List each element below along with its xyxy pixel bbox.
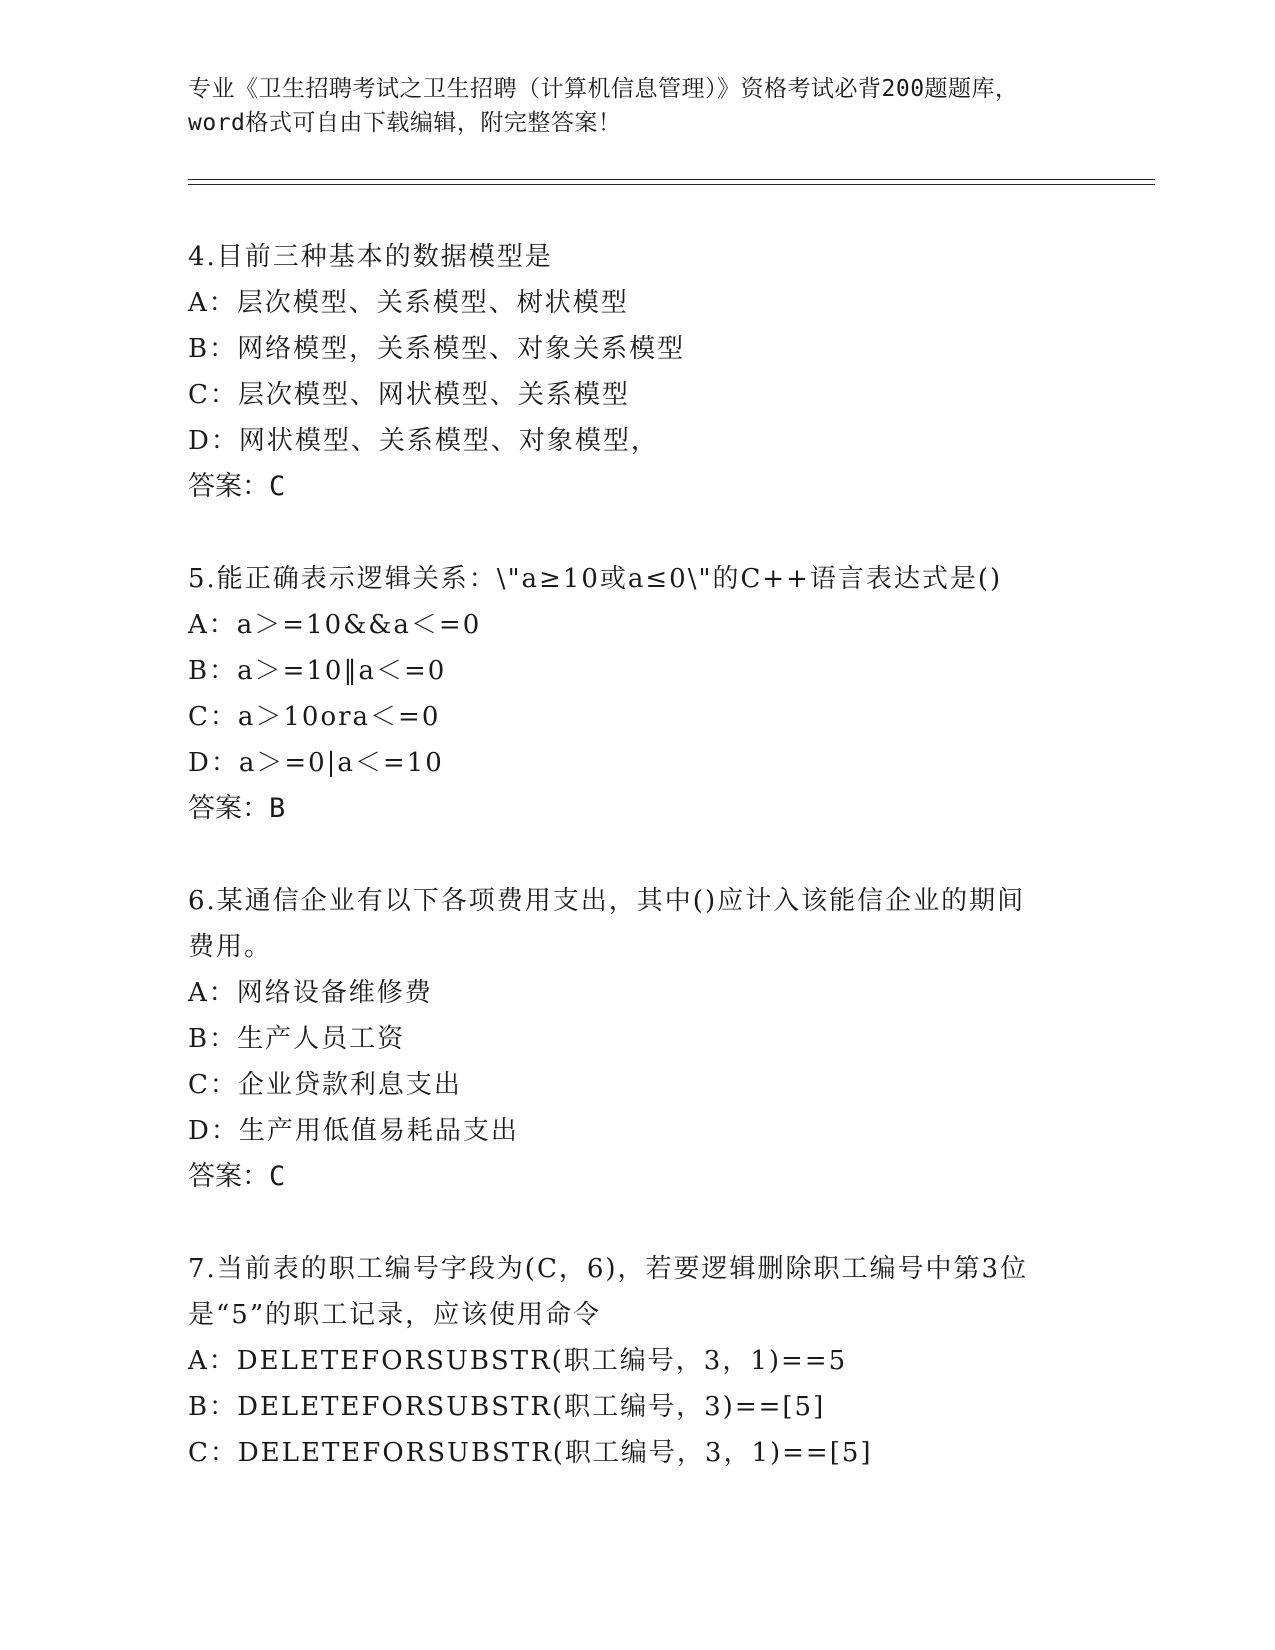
question-stem-continued: 费用。 xyxy=(188,932,273,962)
question-5 xyxy=(188,556,1088,832)
header-divider-bottom xyxy=(188,184,1155,185)
answer-label: 答案：C xyxy=(188,471,286,502)
option-c: C：DELETEFORSUBSTR(职工编号，3，1)==[5] xyxy=(188,1438,873,1468)
answer-label: 答案：B xyxy=(188,793,286,824)
option-a: A：层次模型、关系模型、树状模型 xyxy=(188,288,629,318)
option-d: D：网状模型、关系模型、对象模型， xyxy=(188,426,659,456)
option-d: D：a＞=0|a＜=10 xyxy=(188,748,444,778)
question-stem: 5.能正确表示逻辑关系：\"a≥10或a≤0\"的C++语言表达式是() xyxy=(188,564,1003,594)
question-6 xyxy=(188,878,1088,1200)
question-stem-continued: 是“5”的职工记录，应该使用命令 xyxy=(188,1300,602,1330)
option-b: B：网络模型，关系模型、对象关系模型 xyxy=(188,334,686,364)
question-stem: 7.当前表的职工编号字段为(C，6)，若要逻辑删除职工编号中第3位 xyxy=(188,1254,1029,1284)
question-stem: 6.某通信企业有以下各项费用支出，其中()应计入该能信企业的期间 xyxy=(188,886,1026,916)
option-b: B：a＞=10‖a＜=0 xyxy=(188,656,447,686)
document-header xyxy=(188,72,1088,140)
option-a: A：网络设备维修费 xyxy=(188,978,433,1008)
option-b: B：DELETEFORSUBSTR(职工编号，3)==[5] xyxy=(188,1392,826,1422)
option-a: A：a＞=10&&a＜=0 xyxy=(188,610,482,640)
option-c: C：层次模型、网状模型、关系模型 xyxy=(188,380,630,410)
option-c: C：企业贷款利息支出 xyxy=(188,1070,462,1100)
question-stem: 4.目前三种基本的数据模型是 xyxy=(188,242,553,272)
answer-label: 答案：C xyxy=(188,1161,286,1192)
header-divider-top xyxy=(188,179,1155,180)
option-d: D：生产用低值易耗品支出 xyxy=(188,1116,519,1146)
option-a: A：DELETEFORSUBSTR(职工编号，3，1)==5 xyxy=(188,1346,848,1376)
option-c: C：a＞10ora＜=0 xyxy=(188,702,441,732)
option-b: B：生产人员工资 xyxy=(188,1024,406,1054)
header-line-1: 专业《卫生招聘考试之卫生招聘（计算机信息管理）》资格考试必背200题题库， xyxy=(188,76,1019,102)
header-line-2: word格式可自由下载编辑，附完整答案！ xyxy=(188,110,622,136)
question-7 xyxy=(188,1246,1088,1476)
question-list xyxy=(188,234,1088,1522)
question-4 xyxy=(188,234,1088,510)
